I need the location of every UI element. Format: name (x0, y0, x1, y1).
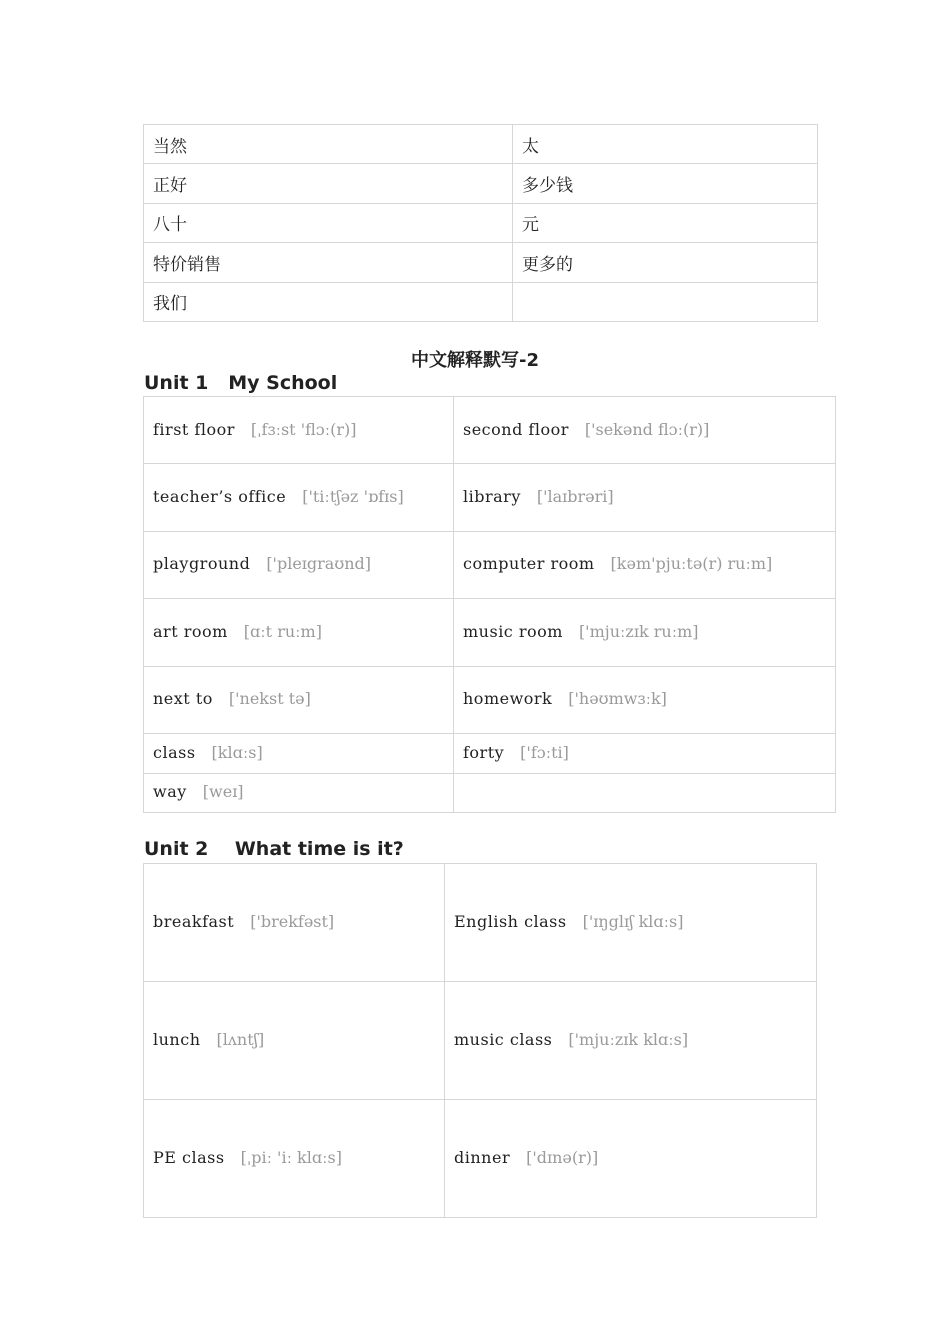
table-row (144, 599, 836, 666)
term-cell (144, 1099, 445, 1217)
vocab-cell: 更多的 (513, 243, 818, 282)
term-cell (445, 1099, 817, 1217)
term-word: next to (153, 689, 213, 709)
unit2-table (143, 863, 817, 1218)
term-word: first floor (153, 419, 235, 439)
term-phonetic: ['brekfəst] (250, 912, 335, 932)
table-row (144, 282, 818, 321)
term-word: music room (463, 621, 563, 641)
term-phonetic: [weɪ] (202, 782, 244, 802)
table-row (144, 203, 818, 242)
term-word: lunch (153, 1030, 201, 1050)
table-row (144, 864, 817, 982)
term-cell (454, 599, 836, 666)
term-word: homework (463, 689, 553, 709)
table-row (144, 243, 818, 282)
term-cell (454, 666, 836, 733)
section-title: 中文解释默写-2 (411, 350, 539, 371)
vocab-table (143, 124, 818, 322)
term-cell (144, 531, 454, 598)
term-cell (445, 864, 817, 982)
term-cell (144, 464, 454, 531)
term-phonetic: [lʌntʃ] (216, 1030, 265, 1050)
table-row (144, 164, 818, 203)
term-phonetic: ['laɪbrəri] (536, 487, 614, 507)
unit1-table (143, 396, 836, 813)
term-phonetic: [kəm'pjuːtə(r) ruːm] (610, 554, 773, 574)
term-cell (144, 733, 454, 773)
term-phonetic: ['dɪnə(r)] (526, 1148, 599, 1168)
table-row (144, 981, 817, 1099)
term-word: playground (153, 554, 251, 574)
vocab-cell (513, 282, 818, 321)
term-phonetic: [klɑːs] (211, 742, 263, 762)
vocab-cell: 正好 (144, 164, 513, 203)
vocab-cell: 特价销售 (144, 243, 513, 282)
term-phonetic: ['sekənd flɔː(r)] (584, 419, 710, 439)
term-cell (144, 599, 454, 666)
term-word: teacher’s office (153, 487, 287, 507)
table-row (144, 773, 836, 813)
term-phonetic: ['pleɪgraʊnd] (266, 554, 372, 574)
term-word: English class (454, 912, 567, 932)
term-cell (445, 981, 817, 1099)
term-cell (454, 464, 836, 531)
table-row (144, 397, 836, 464)
term-cell (144, 397, 454, 464)
term-cell (454, 397, 836, 464)
term-word: PE class (153, 1148, 225, 1168)
term-cell (454, 531, 836, 598)
vocab-cell: 当然 (144, 125, 513, 164)
unit1-heading: Unit 1 My School (144, 372, 338, 394)
table-row (144, 666, 836, 733)
term-phonetic: ['fɔːti] (520, 742, 569, 762)
term-word: second floor (463, 419, 569, 439)
term-cell (144, 864, 445, 982)
term-word: class (153, 742, 196, 762)
term-cell (454, 773, 836, 813)
table-row (144, 464, 836, 531)
vocab-cell: 多少钱 (513, 164, 818, 203)
table-row (144, 531, 836, 598)
unit2-heading: Unit 2 What time is it? (144, 838, 404, 860)
term-cell (144, 773, 454, 813)
term-cell (144, 666, 454, 733)
vocab-cell: 太 (513, 125, 818, 164)
term-phonetic: ['tiːtʃəz 'ɒfɪs] (302, 487, 404, 507)
term-phonetic: [ˌpiː 'iː klɑːs] (240, 1148, 342, 1168)
term-phonetic: ['nekst tə] (228, 689, 311, 709)
term-phonetic: ['mjuːzɪk ruːm] (578, 621, 699, 641)
term-phonetic: [ɑːt ruːm] (243, 621, 322, 641)
term-cell (454, 733, 836, 773)
vocab-cell: 我们 (144, 282, 513, 321)
term-word: library (463, 487, 521, 507)
table-row (144, 733, 836, 773)
vocab-cell: 元 (513, 203, 818, 242)
term-word: dinner (454, 1148, 511, 1168)
term-word: forty (463, 742, 505, 762)
vocab-cell: 八十 (144, 203, 513, 242)
table-row (144, 1099, 817, 1217)
term-phonetic: ['mjuːzɪk klɑːs] (568, 1030, 689, 1050)
term-cell (144, 981, 445, 1099)
term-phonetic: [ˌfɜːst 'flɔː(r)] (250, 419, 357, 439)
term-word: music class (454, 1030, 553, 1050)
term-word: breakfast (153, 912, 235, 932)
term-phonetic: ['ɪŋglɪʃ klɑːs] (582, 912, 684, 932)
term-word: way (153, 782, 187, 802)
term-word: art room (153, 621, 228, 641)
term-phonetic: ['həʊmwɜːk] (568, 689, 667, 709)
table-row (144, 125, 818, 164)
term-word: computer room (463, 554, 595, 574)
